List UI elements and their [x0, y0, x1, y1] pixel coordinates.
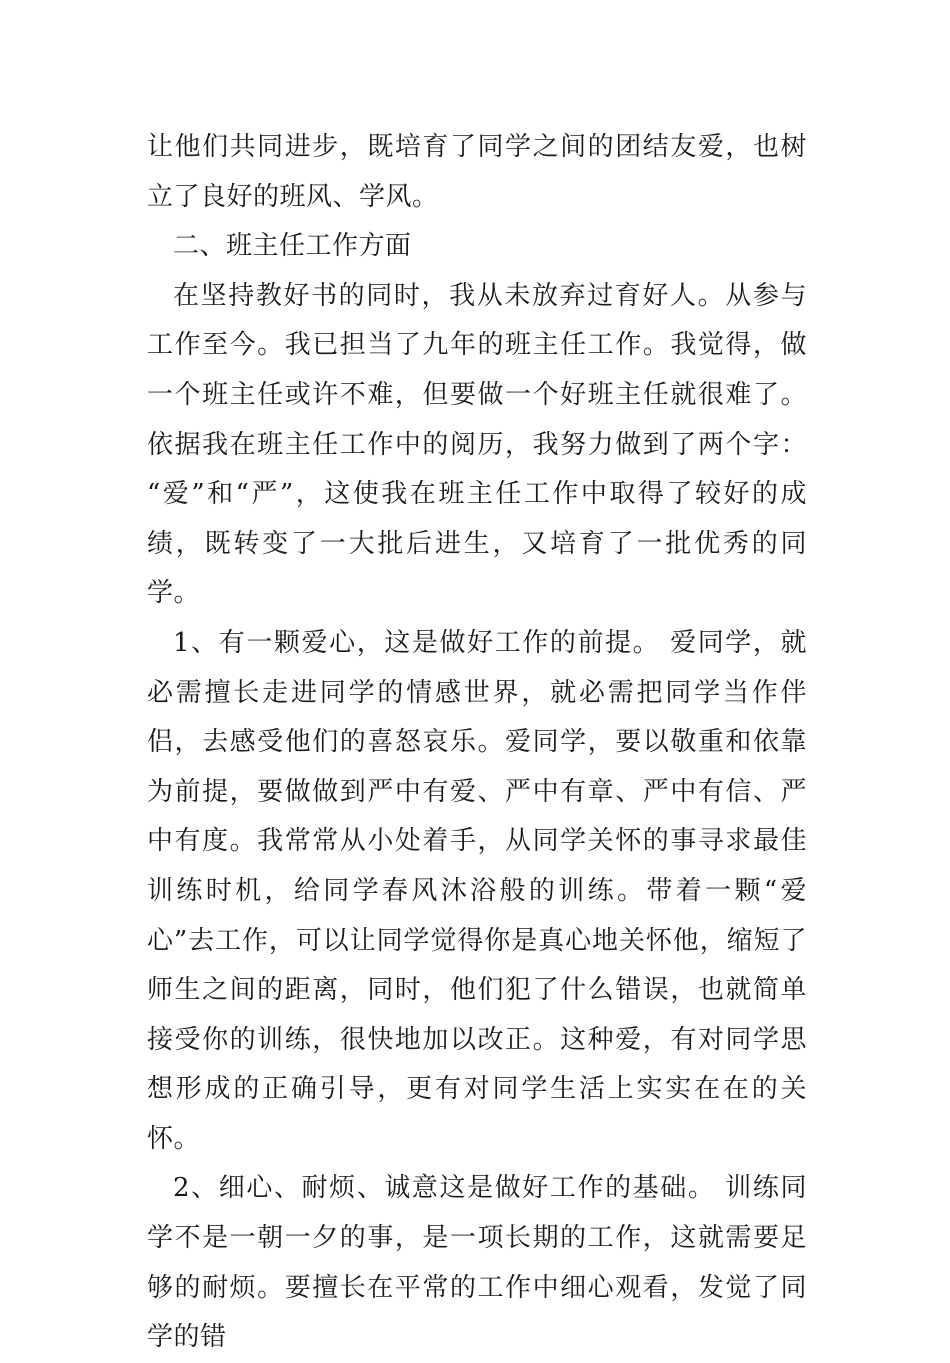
paragraph-point-1: 1、有一颗爱心，这是做好工作的前提。 爱同学，就必需擅长走进同学的情感世界，就必需把同学当作伴侣，去感受他们的喜怒哀乐。爱同学，要以敬重和依靠为前提，要做做到严中有爱、严中有章、严中有信、严中有度。我常常从小处着手，从同学关怀的事寻求最佳训练时机，给同学春风沐浴般的训练。带着一颗“爱心”去工作，可以让同学觉得你是真心地关怀他，缩短了师生之间的距离，同时，他们犯了什么错误，也就简单接受你的训练，很快地加以改正。这种爱，有对同学思想形成的正确引导，更有对同学生活上实实在在的关怀。	[147, 627, 807, 1154]
document-body	[147, 123, 807, 1363]
paragraph-point-2: 2、细心、耐烦、诚意这是做好工作的基础。 训练同学不是一朝一夕的事，是一项长期的工作，这就需要足够的耐烦。要擅长在平常的工作中细心观看，发觉了同学的错	[147, 1173, 807, 1353]
paragraph-continuation: 让他们共同进步，既培育了同学之间的团结友爱，也树立了良好的班风、学风。	[147, 132, 807, 212]
section-heading: 二、班主任工作方面	[173, 231, 412, 262]
paragraph-intro: 在坚持教好书的同时，我从未放弃过育好人。从参与工作至今。我已担当了九年的班主任工作。我觉得，做一个班主任或许不难，但要做一个好班主任就很难了。依据我在班主任工作中的阅历，我努力做到了两个字： “爱”和“严”，这使我在班主任工作中取得了较好的成绩，既转变了一大批后进生，又培育了一批优秀的同学。	[147, 280, 807, 609]
